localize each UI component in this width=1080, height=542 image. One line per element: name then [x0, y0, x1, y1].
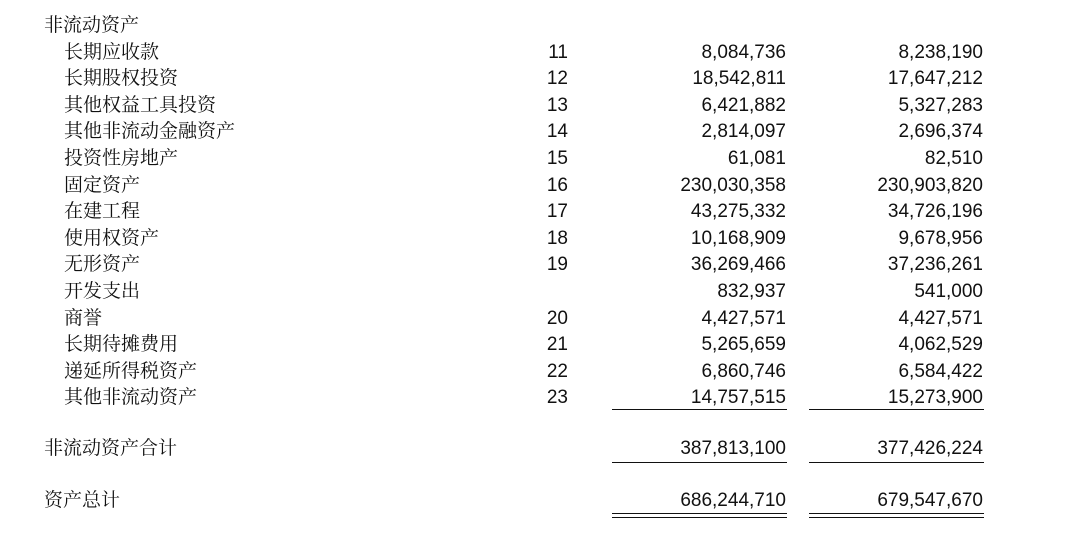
- row-label: 其他权益工具投资: [64, 95, 217, 116]
- row-prior-value: 82,510: [924, 148, 983, 169]
- table-row: [0, 306, 1080, 332]
- row-note: 17: [546, 201, 568, 222]
- row-note: 18: [546, 228, 568, 249]
- row-current-value: 4,427,571: [701, 308, 786, 329]
- row-prior-value: 37,236,261: [887, 254, 983, 275]
- table-row: [0, 40, 1080, 66]
- total-double-underline-top: [809, 513, 984, 514]
- row-note: 12: [546, 68, 568, 89]
- row-label: 其他非流动金融资产: [64, 121, 236, 142]
- row-note: 15: [546, 148, 568, 169]
- table-row: [0, 173, 1080, 199]
- subtotal-underline: [809, 462, 984, 463]
- total-label: 资产总计: [44, 490, 121, 511]
- row-current-value: 2,814,097: [701, 121, 786, 142]
- total-prior-value: 679,547,670: [877, 490, 983, 511]
- table-row: [0, 359, 1080, 385]
- row-label: 使用权资产: [64, 228, 160, 249]
- table-row: [0, 199, 1080, 225]
- row-current-value: 230,030,358: [680, 175, 786, 196]
- row-current-value: 832,937: [717, 281, 786, 302]
- row-current-value: 36,269,466: [690, 254, 786, 275]
- table-row: [0, 93, 1080, 119]
- row-prior-value: 9,678,956: [898, 228, 983, 249]
- row-prior-value: 34,726,196: [887, 201, 983, 222]
- row-label: 长期股权投资: [64, 68, 179, 89]
- row-label: 其他非流动资产: [64, 387, 198, 408]
- row-label: 商誉: [64, 308, 103, 329]
- row-prior-value: 15,273,900: [887, 387, 983, 408]
- row-current-value: 6,860,746: [701, 361, 786, 382]
- row-prior-value: 541,000: [914, 281, 983, 302]
- section-header-row: [0, 13, 1080, 39]
- row-prior-value: 4,427,571: [898, 308, 983, 329]
- table-row: [0, 66, 1080, 92]
- table-row: [0, 279, 1080, 305]
- table-row: [0, 146, 1080, 172]
- row-current-value: 6,421,882: [701, 95, 786, 116]
- subtotal-row: [0, 436, 1080, 462]
- total-double-underline-top: [612, 513, 787, 514]
- row-label: 在建工程: [64, 201, 141, 222]
- row-current-value: 43,275,332: [690, 201, 786, 222]
- row-prior-value: 17,647,212: [887, 68, 983, 89]
- row-prior-value: 4,062,529: [898, 334, 983, 355]
- table-row: [0, 252, 1080, 278]
- row-note: 19: [546, 254, 568, 275]
- table-row: [0, 385, 1080, 411]
- row-prior-value: 2,696,374: [898, 121, 983, 142]
- subtotal-current-value: 387,813,100: [680, 438, 786, 459]
- row-label: 无形资产: [64, 254, 141, 275]
- total-current-value: 686,244,710: [680, 490, 786, 511]
- table-row: [0, 226, 1080, 252]
- row-note: 16: [546, 175, 568, 196]
- subtotal-prior-value: 377,426,224: [877, 438, 983, 459]
- row-label: 固定资产: [64, 175, 141, 196]
- table-row: [0, 332, 1080, 358]
- subtotal-underline: [612, 462, 787, 463]
- total-double-underline-bottom: [612, 517, 787, 518]
- subtotal-label: 非流动资产合计: [44, 438, 178, 459]
- table-row: [0, 119, 1080, 145]
- row-current-value: 10,168,909: [690, 228, 786, 249]
- row-prior-value: 6,584,422: [898, 361, 983, 382]
- row-current-value: 8,084,736: [701, 42, 786, 63]
- row-label: 投资性房地产: [64, 148, 179, 169]
- row-note: 21: [546, 334, 568, 355]
- row-current-value: 5,265,659: [701, 334, 786, 355]
- row-prior-value: 5,327,283: [898, 95, 983, 116]
- row-note: 20: [546, 308, 568, 329]
- subtotal-rule: [612, 409, 787, 410]
- row-prior-value: 8,238,190: [898, 42, 983, 63]
- row-note: 23: [546, 387, 568, 408]
- row-current-value: 18,542,811: [692, 68, 786, 89]
- row-label: 长期待摊费用: [64, 334, 179, 355]
- total-double-underline-bottom: [809, 517, 984, 518]
- row-label: 递延所得税资产: [64, 361, 198, 382]
- subtotal-rule: [809, 409, 984, 410]
- row-label: 开发支出: [64, 281, 141, 302]
- section-title: 非流动资产: [44, 15, 140, 36]
- row-note: 13: [546, 95, 568, 116]
- row-current-value: 14,757,515: [690, 387, 786, 408]
- row-note: 11: [548, 42, 568, 63]
- row-note: 14: [546, 121, 568, 142]
- row-note: 22: [546, 361, 568, 382]
- row-prior-value: 230,903,820: [877, 175, 983, 196]
- row-label: 长期应收款: [64, 42, 160, 63]
- row-current-value: 61,081: [727, 148, 786, 169]
- total-row: [0, 488, 1080, 514]
